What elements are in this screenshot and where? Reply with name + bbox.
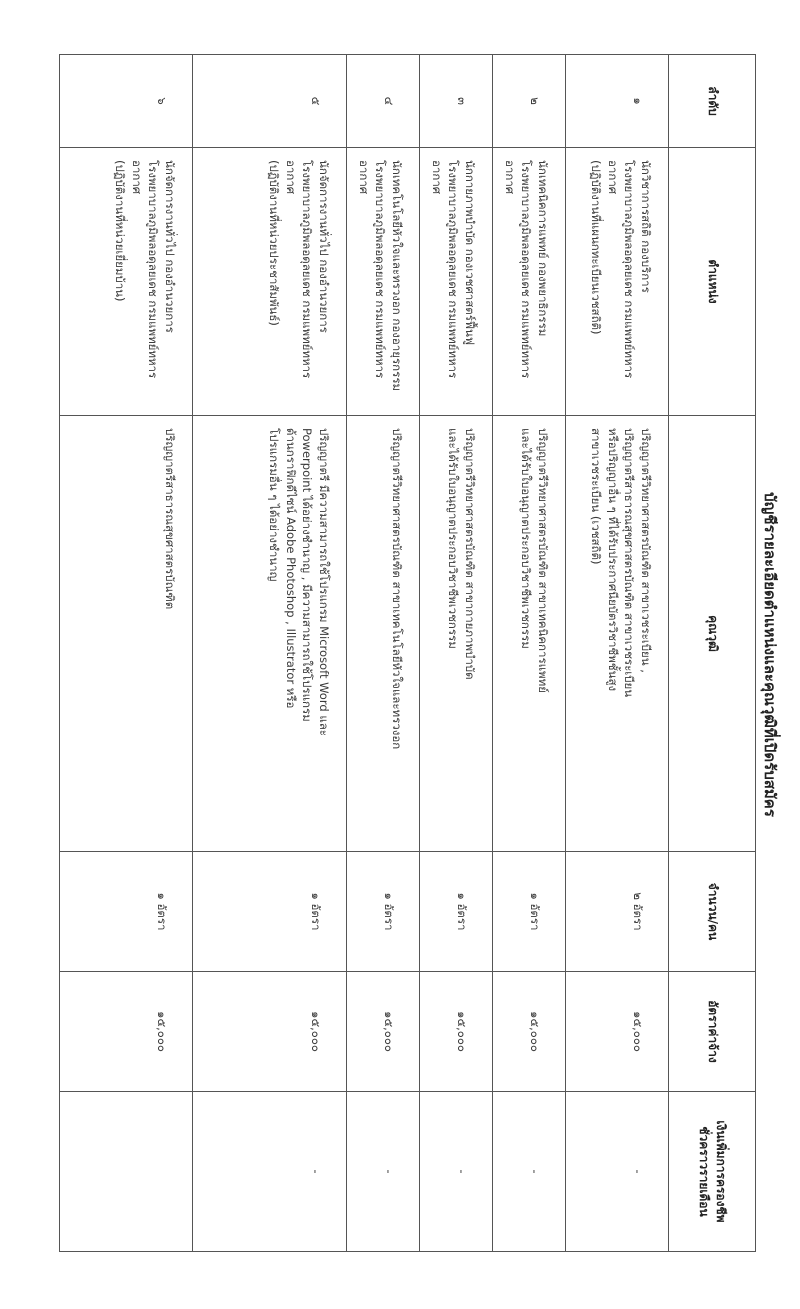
document-title: บัญชีรายละเอียดตำแหน่งและคุณวุฒิที่เปิดรับสมัคร <box>761 492 779 817</box>
table-row <box>493 55 566 1252</box>
position-line: นักวิชาการสถิติ กองบริการ <box>639 160 653 293</box>
cell-rate: ๑๕,๐๐๐ <box>60 972 193 1092</box>
header-allowance <box>669 1092 756 1252</box>
position-line: นักจัดการงานทั่วไป กองอำนวยการ <box>163 160 177 333</box>
cell-qualification <box>60 416 193 852</box>
qualification-line: ปริญญาตรี มีความสามารถใช้โปรแกรม Microsoft Word และ <box>317 428 331 736</box>
cell-allowance: - <box>566 1092 669 1252</box>
cell-no: ๑ <box>566 55 669 148</box>
cell-count: ๒ อัตรา <box>566 852 669 972</box>
cell-no: ๔ <box>347 55 420 148</box>
qualification-line: ปริญญาตรีวิทยาศาสตรบัณฑิต สาขาเทคโนโลยีหัวใจและทรวงอก <box>390 428 404 750</box>
cell-qualification <box>493 416 566 852</box>
cell-position <box>193 148 347 416</box>
header-no: ลำดับ <box>669 55 756 148</box>
position-line: โรงพยาบาลภูมิพลอดุลยเดช กรมแพทย์ทหารอากาศ <box>502 160 534 379</box>
position-line: โรงพยาบาลภูมิพลอดุลยเดช กรมแพทย์ทหารอากาศ <box>605 160 637 379</box>
qualification-line: ปริญญาตรีสาธารณสุขศาสตรบัณฑิต สาขาเวชระเบียน <box>622 428 637 698</box>
position-line: โรงพยาบาลภูมิพลอดุลยเดช กรมแพทย์ทหารอากาศ <box>429 160 461 379</box>
cell-count: ๑ อัตรา <box>493 852 566 972</box>
cell-no: ๖ <box>60 55 193 148</box>
position-line: (ปฏิบัติงานที่แผนกทะเบียนเวชสถิติ) <box>588 160 603 335</box>
qualification-line: ปริญญาตรีสาธารณสุขศาสตรบัณฑิต <box>163 428 177 610</box>
cell-position <box>60 148 193 416</box>
qualification-line: โปรแกรมอื่น ๆ ได้อย่างชำนาญ <box>266 428 281 582</box>
cell-rate: ๑๕,๐๐๐ <box>347 972 420 1092</box>
position-line: นักจัดการงานทั่วไป กองอำนวยการ <box>317 160 331 333</box>
position-line: โรงพยาบาลภูมิพลอดุลยเดช กรมแพทย์ทหารอากาศ <box>356 160 388 379</box>
cell-rate: ๑๕,๐๐๐ <box>420 972 493 1092</box>
header-allowance-line-2: ชั่วคราวรายเดือน <box>697 1126 711 1217</box>
cell-no: ๕ <box>193 55 347 148</box>
cell-allowance: - <box>420 1092 493 1252</box>
table-row <box>193 55 347 1252</box>
cell-rate: ๑๕,๐๐๐ <box>193 972 347 1092</box>
cell-count: ๑ อัตรา <box>193 852 347 972</box>
qualification-line: สาขาเวชระเบียน (เวชสถิติ) <box>588 428 603 565</box>
table-header-row <box>669 55 756 1252</box>
position-line: โรงพยาบาลภูมิพลอดุลยเดช กรมแพทย์ทหารอากาศ <box>129 160 161 379</box>
cell-qualification <box>347 416 420 852</box>
cell-qualification <box>193 416 347 852</box>
cell-rate: ๑๕,๐๐๐ <box>493 972 566 1092</box>
positions-table <box>59 54 756 1252</box>
cell-allowance: - <box>493 1092 566 1252</box>
qualification-line: หรือปริญญาอื่น ๆ ที่ได้รับประกาศนียบัตรวิชาชีพชั้นสูง <box>605 428 620 692</box>
header-rate: อัตราค่าจ้าง <box>669 972 756 1092</box>
cell-allowance: - <box>193 1092 347 1252</box>
position-line: นักเทคโนโลยีหัวใจและทรวงอก กองอายุรกรรม <box>390 160 404 392</box>
qualification-line: ปริญญาตรีวิทยาศาสตรบัณฑิต สาขาเวชระเบียน , <box>639 428 653 673</box>
header-count: จำนวน/คน <box>669 852 756 972</box>
cell-qualification <box>566 416 669 852</box>
qualification-line: Powerpoint ได้อย่างชำนาญ , มีความสามารถใช้โปรแกรม <box>300 428 315 722</box>
position-line: (ปฏิบัติงานที่หน่วยเยี่ยมบ้าน) <box>112 160 127 302</box>
position-line: นักกายภาพบำบัด กองเวชศาสตร์ฟื้นฟู <box>463 160 477 346</box>
cell-position <box>493 148 566 416</box>
cell-count: ๑ อัตรา <box>60 852 193 972</box>
table-row <box>420 55 493 1252</box>
header-position: ตำแหน่ง <box>669 148 756 416</box>
cell-count: ๑ อัตรา <box>347 852 420 972</box>
table-row <box>566 55 669 1252</box>
cell-no: ๒ <box>493 55 566 148</box>
cell-position <box>347 148 420 416</box>
cell-no: ๓ <box>420 55 493 148</box>
qualification-line: และได้รับใบอนุญาตประกอบวิชาชีพเวชกรรม <box>446 428 461 649</box>
position-line: โรงพยาบาลภูมิพลอดุลยเดช กรมแพทย์ทหารอากาศ <box>283 160 315 379</box>
cell-position <box>566 148 669 416</box>
header-qualification: คุณวุฒิ <box>669 416 756 852</box>
table-row <box>347 55 420 1252</box>
qualification-line: ปริญญาตรีวิทยาศาสตรบัณฑิต สาขาเทคนิคการแพทย์ <box>536 428 550 693</box>
cell-count: ๑ อัตรา <box>420 852 493 972</box>
position-line: นักเทคนิคการแพทย์ กองพยาธิกรรม <box>536 160 550 337</box>
qualification-line: ปริญญาตรีวิทยาศาสตรบัณฑิต สาขากายภาพบำบัด <box>463 428 477 680</box>
qualification-line: ด้านกราฟิกดีไซน์ Adobe Photoshop , Illustrator หรือ <box>283 428 298 709</box>
position-line: (ปฏิบัติงานที่หน่วยประชาสัมพันธ์) <box>266 160 281 326</box>
table-row <box>60 55 193 1252</box>
header-allowance-line-1: เงินเพิ่มการครองชีพ <box>714 1120 729 1223</box>
qualification-line: และได้รับใบอนุญาตประกอบวิชาชีพเวชกรรม <box>519 428 534 649</box>
cell-rate: ๑๕,๐๐๐ <box>566 972 669 1092</box>
cell-allowance <box>60 1092 193 1252</box>
cell-qualification <box>420 416 493 852</box>
cell-allowance: - <box>347 1092 420 1252</box>
cell-position <box>420 148 493 416</box>
